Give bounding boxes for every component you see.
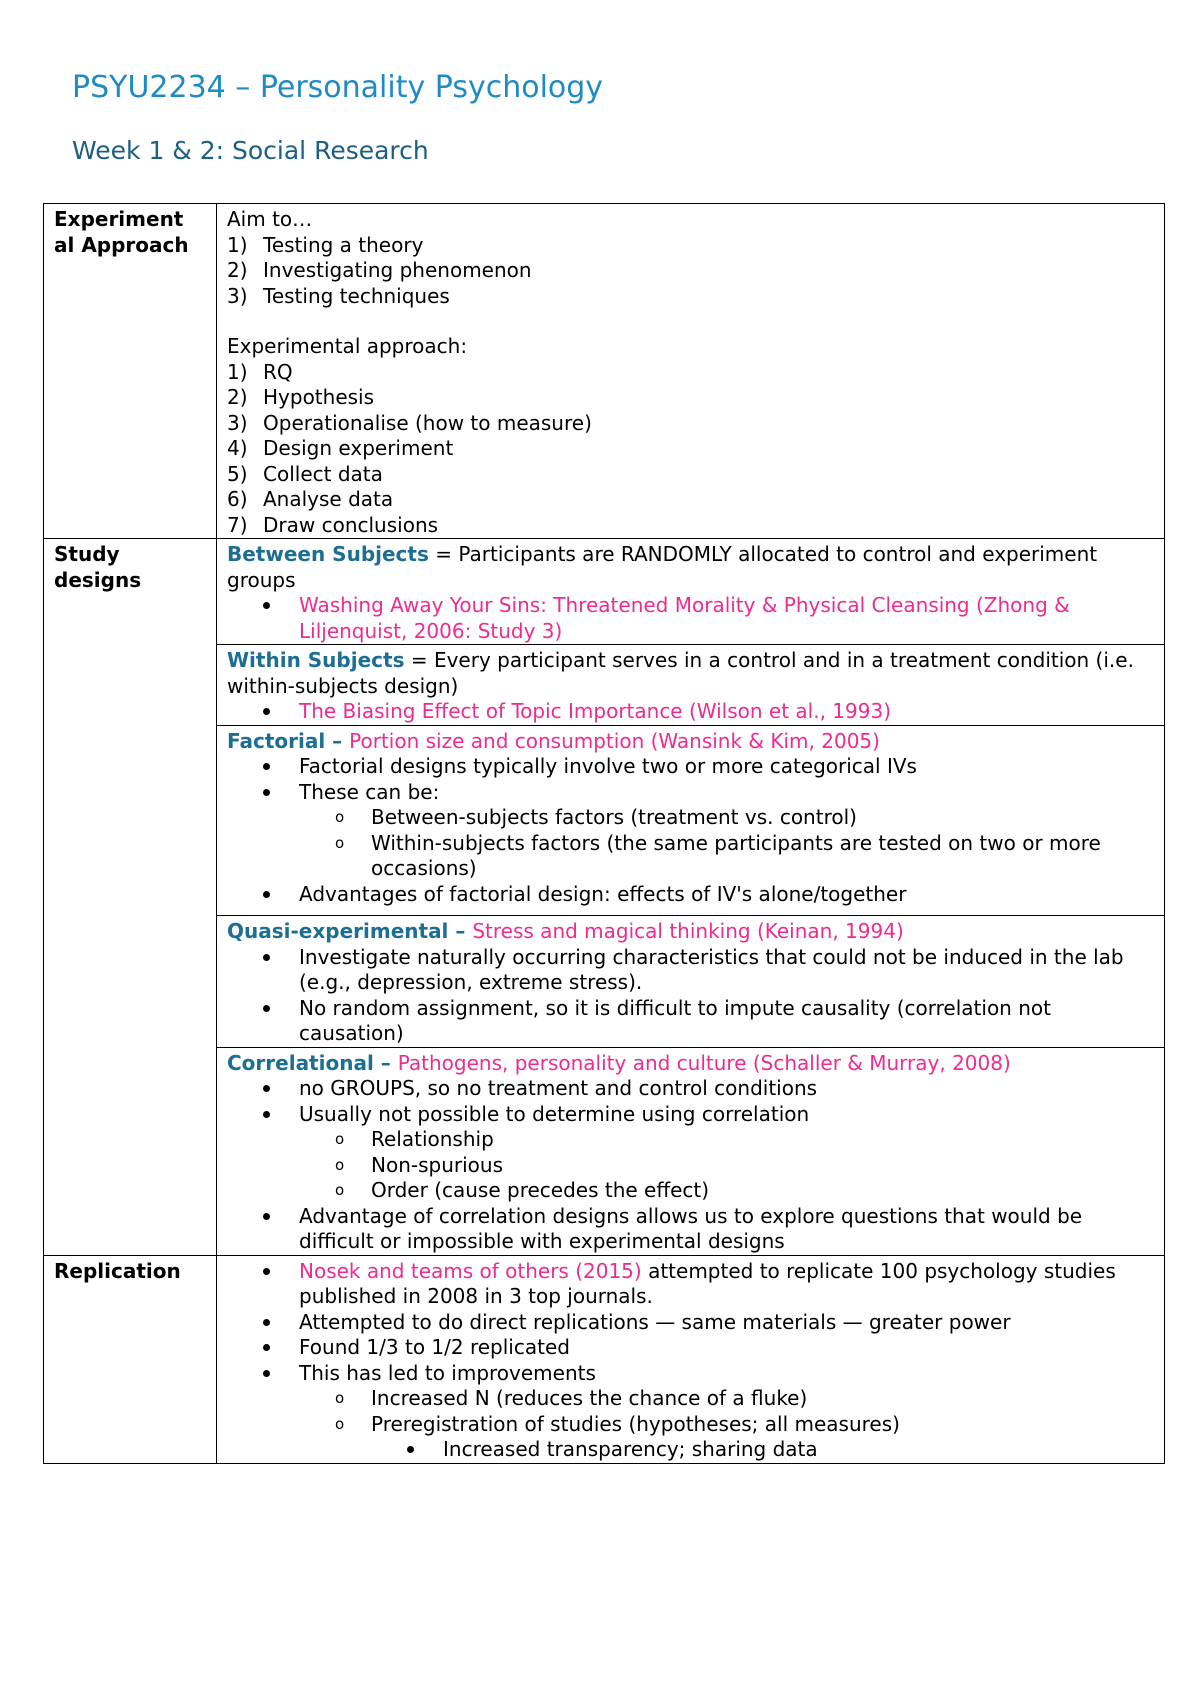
row-content: [217, 204, 1165, 539]
design-heading: Within Subjects: [227, 648, 405, 672]
list-item: o Relationship: [335, 1127, 494, 1151]
row-label: Replication: [44, 1255, 217, 1463]
reference: Nosek and teams of others (2015): [299, 1258, 642, 1283]
list-item: o Order (cause precedes the effect): [335, 1178, 710, 1202]
list-item: [299, 593, 1154, 644]
list-item: o Within-subjects factors (the same participants are tested on two or more occasions): [335, 830, 1101, 880]
page-title: PSYU2234 – Personality Psychology: [72, 70, 604, 105]
list-item: 5) Collect data: [227, 461, 383, 486]
list-item: Attempted to do direct replications — same materials — greater power: [299, 1310, 1154, 1336]
list-item: This has led to improvements o Increased N (reduces the chance of a fluke) o Preregistration of studies (hypotheses; all measures) Increased transparency; sharing data: [299, 1361, 1154, 1463]
list-item: o Non-spurious: [335, 1152, 503, 1177]
list-item: Investigate naturally occurring characteristics that could not be induced in the lab (e.g., depression, extreme stress).: [299, 945, 1154, 996]
row-between-subjects: [44, 539, 1165, 645]
list-item: 1) Testing a theory: [227, 232, 424, 257]
notes-table: [43, 203, 1165, 1464]
list-item: Factorial designs typically involve two or more categorical IVs: [299, 754, 1154, 780]
design-heading: Between Subjects: [227, 542, 429, 566]
row-label: Study designs: [44, 539, 217, 1256]
reference: Portion size and consumption (Wansink & Kim, 2005): [349, 728, 880, 753]
list-item: These can be: o Between-subjects factors (treatment vs. control) o Within-subjects factors (the same participants are tested on two or more occasions): [299, 780, 1154, 882]
list-item: 1) RQ: [227, 359, 293, 384]
row-content: [217, 1255, 1165, 1463]
list-item: 2) Hypothesis: [227, 385, 375, 409]
list-item: Usually not possible to determine using correlation o Relationship o Non-spurious o Order (cause precedes the effect): [299, 1102, 1154, 1204]
design-heading: Factorial: [227, 728, 326, 753]
list-item: no GROUPS, so no treatment and control conditions: [299, 1076, 1154, 1102]
list-item: No random assignment, so it is difficult to impute causality (correlation not causation): [299, 996, 1154, 1047]
list-item: 6) Analyse data: [227, 487, 394, 511]
list-item: Increased transparency; sharing data: [443, 1437, 1154, 1463]
list-item: o Increased N (reduces the chance of a fluke): [335, 1386, 808, 1410]
list-item: 3) Testing techniques: [227, 283, 450, 308]
row-replication: [44, 1255, 1165, 1463]
list-item: 3) Operationalise (how to measure): [227, 410, 592, 435]
list-item: Nosek and teams of others (2015) attempted to replicate 100 psychology studies published in 2008 in 3 top journals.: [299, 1259, 1154, 1310]
approach-intro: Experimental approach:: [227, 334, 468, 358]
reference: The Biasing Effect of Topic Importance (Wilson et al., 1993): [299, 699, 892, 723]
list-item: Found 1/3 to 1/2 replicated: [299, 1335, 1154, 1361]
list-item: Advantages of factorial design: effects of IV's alone/together: [299, 882, 1154, 908]
design-heading: Quasi-experimental: [227, 919, 449, 943]
list-item: o Preregistration of studies (hypotheses; all measures) Increased transparency; sharing data: [371, 1412, 1154, 1463]
list-item: 4) Design experiment: [227, 436, 454, 460]
list-item: Advantage of correlation designs allows us to explore questions that would be difficult or impossible with experimental designs: [299, 1204, 1154, 1255]
list-item: [299, 699, 1154, 725]
steps-list: [227, 360, 1154, 539]
list-item: o Between-subjects factors (treatment vs. control): [335, 805, 857, 829]
reference: Washing Away Your Sins: Threatened Morality & Physical Cleansing (Zhong & Liljenquist, 2006: Study 3): [299, 593, 1070, 643]
row-content: Factorial – Portion size and consumption (Wansink & Kim, 2005) Factorial designs typically involve two or more categorical IVs These can be: o Between-subjects factors (treatment vs. control) o Within-subjects factors (the same participants are tested on two or more occasions) Advantages of factorial design: effects of IV's alone/together: [217, 725, 1165, 916]
aim-intro: Aim to…: [227, 207, 313, 231]
row-label: Experiment al Approach: [44, 204, 217, 539]
reference: Pathogens, personality and culture (Schaller & Murray, 2008): [397, 1050, 1011, 1075]
list-item: 7) Draw conclusions: [227, 512, 439, 537]
row-content: Quasi-experimental – Stress and magical thinking (Keinan, 1994) Investigate naturally occurring characteristics that could not be induced in the lab (e.g., depression, extreme stress). No random assignment, so it is difficult to impute causality (correlation not causation): [217, 916, 1165, 1048]
aims-list: [227, 233, 1154, 310]
row-experimental-approach: [44, 204, 1165, 539]
row-content: Correlational – Pathogens, personality and culture (Schaller & Murray, 2008) no GROUPS, so no treatment and control conditions Usually not possible to determine using correlation o Relationship o Non-spurious o Order (cause precedes the effect) Advantage of correlation designs allows us to explore questions that would be difficult or impossible with experimental designs: [217, 1047, 1165, 1255]
page-subtitle: Week 1 & 2: Social Research: [72, 136, 429, 165]
row-content: Within Subjects = Every participant serves in a control and in a treatment condition (i.e. within-subjects design) The Biasing Effect of Topic Importance (Wilson et al., 1993): [217, 645, 1165, 726]
design-heading: Correlational: [227, 1050, 374, 1075]
reference: Stress and magical thinking (Keinan, 1994): [472, 919, 904, 943]
row-content: Between Subjects = Participants are RANDOMLY allocated to control and experiment groups Washing Away Your Sins: Threatened Morality & Physical Cleansing (Zhong & Liljenquist, 2006: Study 3): [217, 539, 1165, 645]
list-item: 2) Investigating phenomenon: [227, 258, 532, 282]
